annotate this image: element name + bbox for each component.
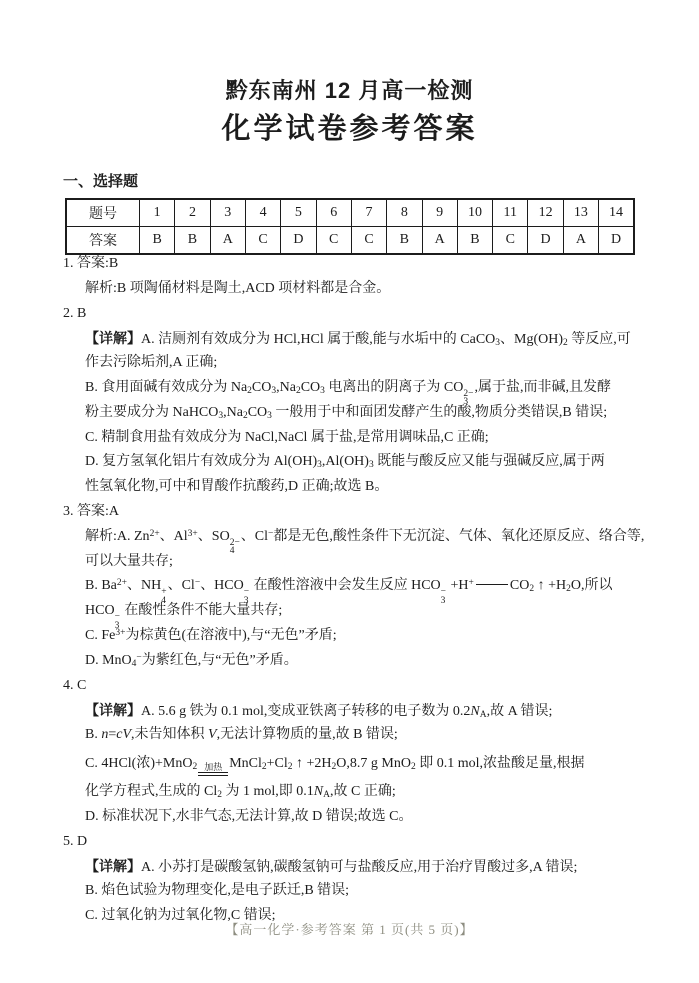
text-line: B. 食用面碱有效成分为 $Na_2CO_3,Na_2CO_3$ 电离出的阴离子为 CO 2− 3 ,属于盐,而非碱,且发酵 — [85, 379, 611, 408]
table-cell: 9 — [422, 199, 457, 227]
text-line: 1. 答案:B — [63, 256, 119, 271]
table-cell: 5 — [281, 199, 316, 227]
answer-table-body — [66, 199, 634, 254]
table-cell: B — [457, 227, 492, 255]
stacked-sub-sup: + 4 — [161, 587, 167, 606]
table-cell: 14 — [599, 199, 634, 227]
text-line: 解析:A. $Zn^{2+}$、$Al^{3+}$、SO 2− 4 、Cl−都是无色,酸性条件下无沉淀、气体、氧化还原反应、络合等, — [85, 528, 645, 557]
table-cell: 6 — [316, 199, 351, 227]
question-number-row — [66, 199, 634, 227]
equals-sign — [476, 584, 508, 586]
text-line: 解析:B 项陶俑材料是陶土,ACD 项材料都是合金。 — [85, 280, 391, 296]
text-line: 作去污除垢剂,A 正确; — [85, 355, 218, 371]
table-cell: C — [316, 227, 351, 255]
text-line: 性氢氧化物,可中和胃酸作抗酸药,D 正确;故选 B。 — [85, 479, 389, 495]
text-line: 【详解】A. 小苏打是碳酸氢钠,碳酸氢钠可与盐酸反应,用于治疗胃酸过多,A 错误; — [85, 858, 578, 876]
stacked-sub-sup: 2− 3 — [463, 388, 474, 408]
text-line: B. 焰色试验为物理变化,是电子跃迁,B 错误; — [85, 883, 350, 899]
table-cell: C — [493, 227, 528, 255]
table-cell: D — [281, 227, 316, 255]
text-line: D. 复方氢氧化铝片有效成分为 $Al(OH)_3,Al(OH)_3$ 既能与酸反应又能与强碱反应,属于两 — [85, 454, 605, 471]
table-cell: D — [599, 227, 634, 255]
answer-letter-row — [66, 227, 634, 255]
text-line: 【详解】A. 5.6 g 铁为 0.1 mol,变成亚铁离子转移的电子数为 $0.2N_A$,故 A 错误; — [85, 702, 553, 721]
stacked-sub-sup: − 3 — [114, 612, 120, 631]
text-line: C. 精制食用盐有效成分为 NaCl,NaCl 属于盐,是常用调味品,C 正确; — [85, 429, 489, 445]
text-line: B. $Ba^{2+}$、NH + 4 、Cl−、HCO − 3 在酸性溶液中会发生反应 HCO − 3 +H+ $CO_2$ ↑ $+H_2O$,所以 — [85, 578, 613, 606]
table-cell: B — [140, 227, 175, 255]
text-line: 可以大量共存; — [85, 553, 173, 569]
table-cell: 7 — [351, 199, 386, 227]
section-heading-multiple-choice: 一、选择题 — [63, 173, 139, 190]
heated-equals-sign: 加热 — [198, 762, 228, 776]
text-line: 2. B — [63, 305, 87, 321]
page-footer: 【高一化学·参考答案 第 1 页(共 5 页)】 — [225, 922, 474, 937]
table-cell: 12 — [528, 199, 563, 227]
text-line: C. $Fe^{3+}$为棕黄色(在溶液中),与“无色”矛盾; — [85, 627, 337, 643]
text-line: B. n=cV,未告知体积 V,无法计算物质的量,故 B 错误; — [85, 727, 398, 743]
table-cell: A — [422, 227, 457, 255]
table-cell: 2 — [175, 199, 210, 227]
table-cell: B — [387, 227, 422, 255]
stacked-sub-sup: − 3 — [243, 587, 250, 606]
table-cell: D — [528, 227, 563, 255]
table-cell: 10 — [457, 199, 492, 227]
text-line: C. 过氧化钠为过氧化物,C 错误; — [85, 907, 276, 923]
table-cell: A — [210, 227, 245, 255]
table-cell: C — [245, 227, 280, 255]
text-line: 【详解】A. 洁厕剂有效成分为 HCl,HCl 属于酸,能与水垢中的 CaCO$_3$、$Mg(OH)_2$ 等反应,可 — [85, 330, 631, 349]
table-cell: 4 — [245, 199, 280, 227]
table-cell: 11 — [493, 199, 528, 227]
text-line: D. MnO$_4$−为紫红色,与“无色”矛盾。 — [85, 652, 298, 669]
table-cell: A — [563, 227, 598, 255]
text-line: 化学方程式,生成的 $Cl_2$ 为 1 mol,即 $0.1N_A$,故 C 正确; — [85, 783, 396, 800]
explanations-section — [63, 252, 653, 929]
text-line: 4. C — [63, 677, 87, 693]
text-line: 3. 答案:A — [63, 503, 119, 519]
table-cell: B — [175, 227, 210, 255]
text-line: 5. D — [63, 833, 88, 849]
stacked-sub-sup: 2− 4 — [229, 537, 240, 557]
stacked-sub-sup: − 3 — [440, 587, 447, 606]
text-line: C. 4HCl(浓)+MnO$_2$ 加热 $MnCl_2+Cl_2$ ↑ $+2H_2O,8.7$ g MnO$_2$ 即 0.1 mol,浓盐酸足量,根据 — [63, 748, 653, 780]
answer-key-title: 化学试卷参考答案 — [221, 113, 478, 145]
table-cell: C — [351, 227, 386, 255]
table-cell: 13 — [563, 199, 598, 227]
text-line: HCO − 3 在酸性条件不能大量共存; — [85, 603, 283, 631]
answer-table — [65, 198, 635, 255]
text-line: 粉主要成分为 $NaHCO_3,Na_2CO_3$ 一般用于中和面团发酵产生的酸,物质分类错误,B 错误; — [85, 404, 608, 421]
exam-title: 黔东南州 12 月高一检测 — [225, 78, 474, 103]
row-label-cell: 题号 — [66, 199, 140, 227]
table-cell: 8 — [387, 199, 422, 227]
table-cell: 3 — [210, 199, 245, 227]
table-cell: 1 — [140, 199, 175, 227]
text-line: D. 标准状况下,水非气态,无法计算,故 D 错误;故选 C。 — [85, 808, 413, 824]
row-label-cell: 答案 — [66, 227, 140, 255]
